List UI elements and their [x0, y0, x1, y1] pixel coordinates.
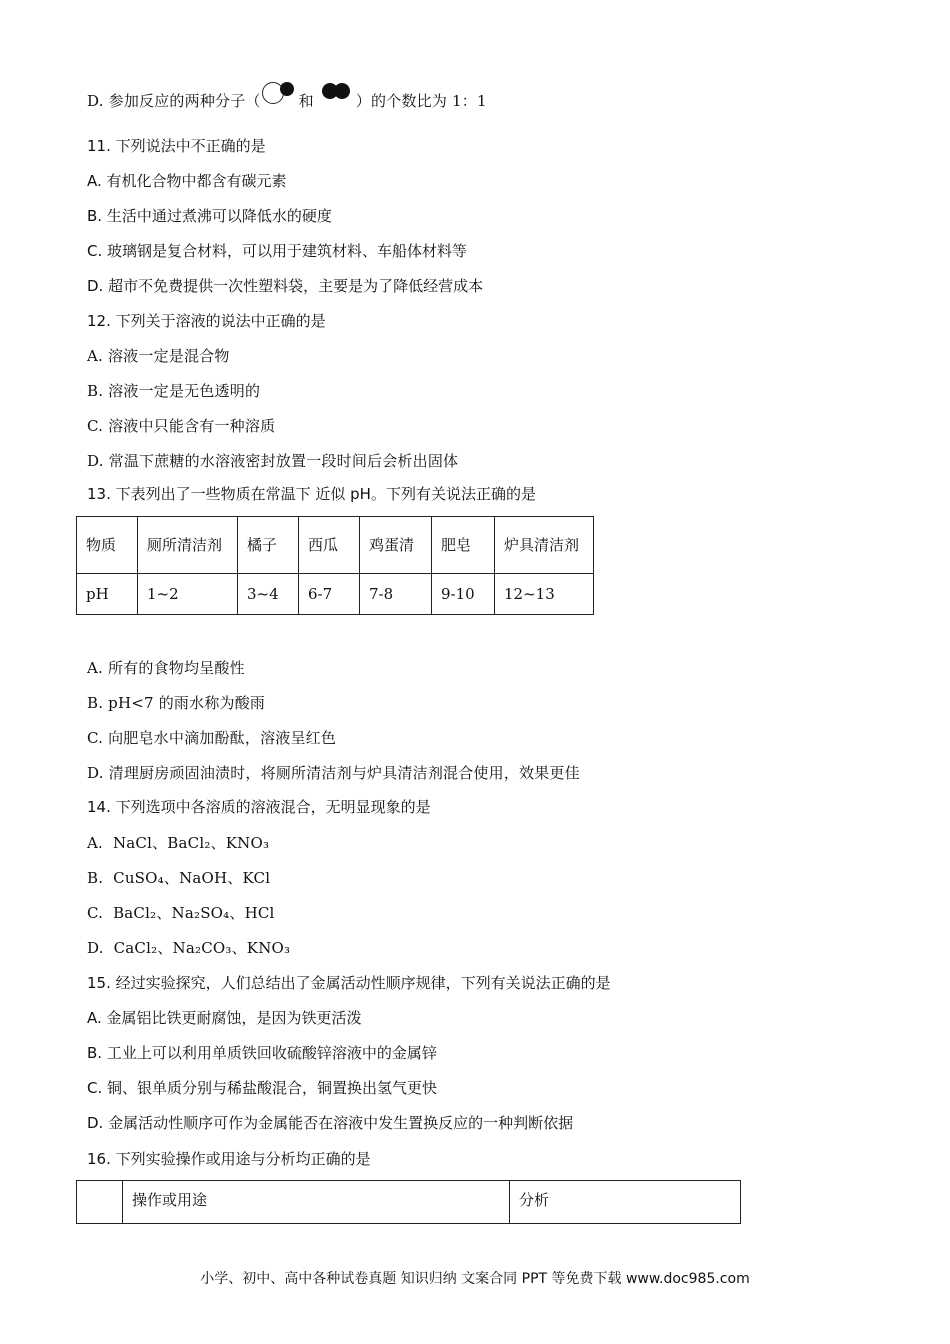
q13-option-d: D. 清理厨房顽固油渍时，将厕所清洁剂与炉具清洁剂混合使用，效果更佳 [87, 764, 580, 782]
ph-table-cell: 鸡蛋清 [360, 517, 432, 574]
q16-table-header [77, 1181, 741, 1224]
q15-option-c: C. 铜、银单质分别与稀盐酸混合，铜置换出氢气更快 [87, 1079, 438, 1097]
q16-table-cell: 分析 [510, 1181, 741, 1224]
q14-stem: 14. 下列选项中各溶质的溶液混合，无明显现象的是 [87, 798, 431, 816]
ph-table-cell: 西瓜 [299, 517, 360, 574]
q11-option-a: A. 有机化合物中都含有碳元素 [87, 172, 287, 190]
q15-option-d: D. 金属活动性顺序可作为金属能否在溶液中发生置换反应的一种判断依据 [87, 1114, 574, 1132]
ph-table-cell: 肥皂 [432, 517, 495, 574]
q15-option-a: A. 金属铝比铁更耐腐蚀，是因为铁更活泼 [87, 1009, 362, 1027]
ph-table-cell: 9-10 [432, 574, 495, 615]
q16-table [76, 1180, 741, 1224]
ph-table-cell: pH [77, 574, 138, 615]
q11-option-b: B. 生活中通过煮沸可以降低水的硬度 [87, 207, 332, 225]
page-footer: 小学、初中、高中各种试卷真题 知识归纳 文案合同 PPT 等免费下载 www.doc985.com [200, 1271, 750, 1287]
q13-option-a: A. 所有的食物均呈酸性 [87, 659, 245, 677]
q12-stem: 12. 下列关于溶液的说法中正确的是 [87, 312, 326, 330]
q12-option-c: C. 溶液中只能含有一种溶质 [87, 417, 276, 435]
q14-option-c: C. BaCl₂、Na₂SO₄、HCl [87, 904, 275, 922]
q14-option-d: D. CaCl₂、Na₂CO₃、KNO₃ [87, 939, 291, 957]
q11-stem: 11. 下列说法中不正确的是 [87, 137, 266, 155]
q11-option-d: D. 超市不免费提供一次性塑料袋，主要是为了降低经营成本 [87, 277, 484, 295]
ph-table-cell: 物质 [77, 517, 138, 574]
ph-table-cell: 12~13 [495, 574, 594, 615]
molecule-black-black-icon [322, 88, 356, 108]
q16-stem: 16. 下列实验操作或用途与分析均正确的是 [87, 1150, 371, 1168]
molecule-white-black-icon [261, 88, 299, 108]
q12-option-d: D. 常温下蔗糖的水溶液密封放置一段时间后会析出固体 [87, 452, 459, 470]
q13-option-c: C. 向肥皂水中滴加酚酞，溶液呈红色 [87, 729, 337, 747]
ph-table-row-ph [77, 574, 594, 615]
q16-table-cell [77, 1181, 123, 1224]
ph-table-cell: 橘子 [238, 517, 299, 574]
q13-option-b: B. pH<7 的雨水称为酸雨 [87, 694, 266, 712]
q14-option-b: B. CuSO₄、NaOH、KCl [87, 869, 271, 887]
q13-stem: 13. 下表列出了一些物质在常温下 近似 pH。下列有关说法正确的是 [87, 485, 536, 503]
ph-table-cell: 炉具清洁剂 [495, 517, 594, 574]
ph-table-cell: 7-8 [360, 574, 432, 615]
q15-stem: 15. 经过实验探究，人们总结出了金属活动性顺序规律，下列有关说法正确的是 [87, 974, 611, 992]
ph-table-cell: 3~4 [238, 574, 299, 615]
ph-table-row-substance [77, 517, 594, 574]
ph-table [76, 516, 594, 615]
q12-option-a: A. 溶液一定是混合物 [87, 347, 230, 365]
ph-table-cell: 6-7 [299, 574, 360, 615]
q14-option-a: A. NaCl、BaCl₂、KNO₃ [87, 834, 270, 852]
q16-table-cell: 操作或用途 [123, 1181, 510, 1224]
q11-option-c: C. 玻璃钢是复合材料，可以用于建筑材料、车船体材料等 [87, 242, 468, 260]
ph-table-cell: 厕所清洁剂 [138, 517, 238, 574]
q15-option-b: B. 工业上可以利用单质铁回收硫酸锌溶液中的金属锌 [87, 1044, 437, 1062]
q10-option-d: D. 参加反应的两种分子（ 和 ）的个数比为 1：1 [87, 88, 487, 111]
q12-option-b: B. 溶液一定是无色透明的 [87, 382, 261, 400]
ph-table-cell: 1~2 [138, 574, 238, 615]
